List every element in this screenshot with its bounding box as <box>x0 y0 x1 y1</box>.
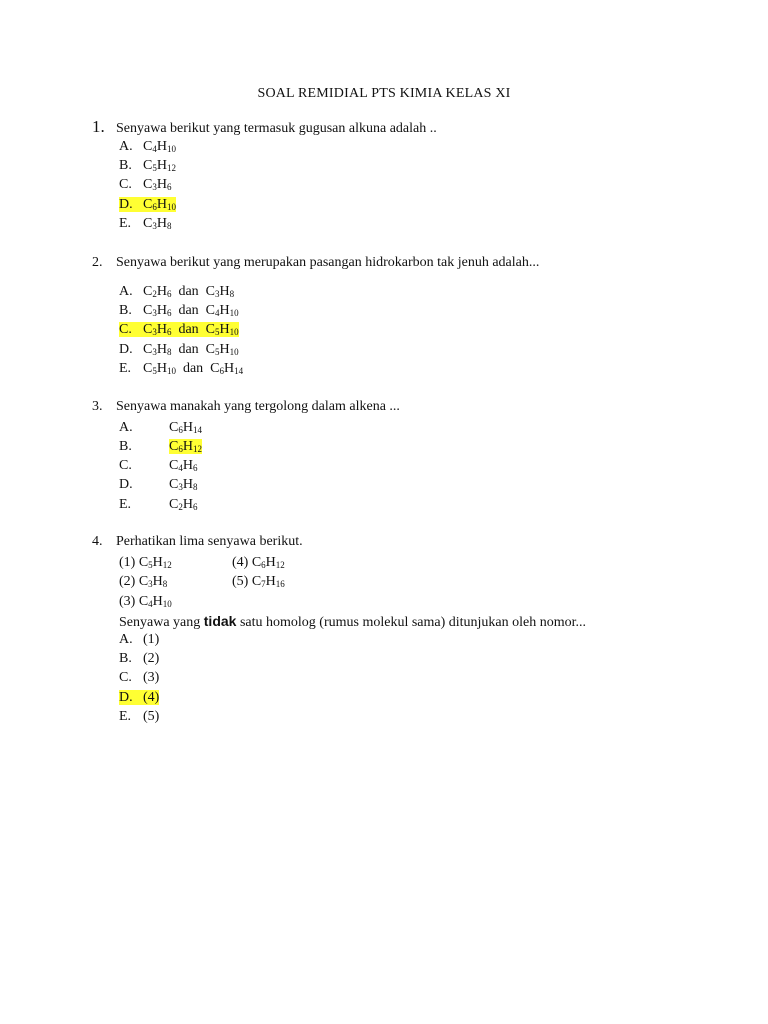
q1-option-a <box>119 138 176 156</box>
q2-option-b <box>119 302 239 320</box>
option-text: (1) <box>143 632 160 647</box>
stem-text: Senyawa yang <box>119 615 204 630</box>
compound-label: (5) <box>232 574 249 589</box>
question-text: Senyawa berikut yang merupakan pasangan hidrokarbon tak jenuh adalah... <box>116 255 540 270</box>
answer-highlight <box>119 690 159 705</box>
q1-option-b <box>119 157 176 175</box>
option-letter: E. <box>119 361 132 376</box>
option-letter: B. <box>119 439 132 454</box>
question-2 <box>92 255 539 271</box>
q3-option-d <box>119 476 197 494</box>
option-letter: A. <box>119 284 133 299</box>
option-letter: B. <box>119 158 132 173</box>
option-letter: C. <box>119 322 132 337</box>
option-formula: $C_6H_{14}$ <box>169 420 202 435</box>
answer-highlight <box>119 197 176 212</box>
option-letter: B. <box>119 303 132 318</box>
q3-option-e <box>119 496 197 514</box>
compound-label: (2) <box>119 574 136 589</box>
compound-formula: $C_3H_8$ <box>138 574 168 589</box>
q2-option-e <box>119 360 243 378</box>
q3-option-c <box>119 457 197 475</box>
stem-bold-text: tidak <box>203 613 237 629</box>
q2-option-a <box>119 283 234 301</box>
compound-5 <box>232 573 285 591</box>
q3-option-b <box>119 438 202 456</box>
question-number: 3. <box>92 399 103 414</box>
option-formula: $C_3H_8$ dan $C_5H_{10}$ <box>143 342 239 357</box>
compound-2 <box>119 573 167 591</box>
option-text: (2) <box>143 651 160 666</box>
option-letter: C. <box>119 458 132 473</box>
option-formula: $C_3H_6$ <box>143 177 172 192</box>
option-text: (3) <box>143 670 160 685</box>
option-formula: $C_3H_8$ <box>169 477 198 492</box>
q1-option-e <box>119 215 171 233</box>
answer-highlight <box>119 322 239 337</box>
option-formula: $C_3H_8$ <box>143 216 172 231</box>
option-formula: $C_5H_{12}$ <box>143 158 176 173</box>
compound-formula: $C_7H_{16}$ <box>251 574 285 589</box>
question-3 <box>92 399 400 415</box>
question-number: 2. <box>92 255 103 270</box>
option-text: (4) <box>143 690 160 705</box>
q2-option-c <box>119 321 239 339</box>
q4-option-c <box>119 669 159 687</box>
question-4-stem <box>119 612 586 632</box>
question-text: Perhatikan lima senyawa berikut. <box>116 534 303 549</box>
option-formula: $C_6H_{10}$ <box>143 197 176 212</box>
q1-option-d <box>119 196 176 214</box>
option-formula: $C_4H_{10}$ <box>143 139 176 154</box>
question-text: Senyawa berikut yang termasuk gugusan alkuna adalah .. <box>116 121 437 136</box>
q2-option-d <box>119 341 239 359</box>
option-formula: $C_3H_6$ dan $C_5H_{10}$ <box>143 322 239 337</box>
compound-4 <box>232 554 285 572</box>
option-formula: $C_2H_6$ <box>169 497 198 512</box>
option-formula: $C_6H_{12}$ <box>169 439 202 454</box>
compound-formula: $C_6H_{12}$ <box>251 555 285 570</box>
option-letter: D. <box>119 477 133 492</box>
option-formula: $C_5H_{10}$ dan $C_6H_{14}$ <box>143 361 244 376</box>
option-letter: D. <box>119 197 133 212</box>
question-number: 1. <box>92 117 105 136</box>
option-letter: A. <box>119 632 133 647</box>
question-4 <box>92 534 303 550</box>
option-letter: B. <box>119 651 132 666</box>
option-letter: C. <box>119 670 132 685</box>
q3-option-a <box>119 419 202 437</box>
q4-option-d <box>119 689 159 707</box>
compound-1 <box>119 554 172 572</box>
stem-text: satu homolog (rumus molekul sama) ditunjukan oleh nomor... <box>236 615 587 630</box>
option-letter: C. <box>119 177 132 192</box>
option-letter: A. <box>119 139 133 154</box>
q1-option-c <box>119 176 171 194</box>
question-1 <box>92 117 437 137</box>
compound-3 <box>119 593 172 611</box>
option-formula: $C_4H_6$ <box>169 458 198 473</box>
page-title: SOAL REMIDIAL PTS KIMIA KELAS XI <box>257 86 511 101</box>
option-letter: E. <box>119 709 132 724</box>
option-letter: D. <box>119 342 133 357</box>
option-letter: E. <box>119 497 132 512</box>
question-number: 4. <box>92 534 103 549</box>
compound-formula: $C_5H_{12}$ <box>138 555 172 570</box>
option-text: (5) <box>143 709 160 724</box>
option-formula: $C_3H_6$ dan $C_4H_{10}$ <box>143 303 239 318</box>
compound-formula: $C_4H_{10}$ <box>138 594 172 609</box>
option-letter: A. <box>119 420 133 435</box>
q4-option-e <box>119 708 159 726</box>
compound-label: (1) <box>119 555 136 570</box>
q4-option-b <box>119 650 159 668</box>
compound-label: (4) <box>232 555 249 570</box>
question-text: Senyawa manakah yang tergolong dalam alkena ... <box>116 399 400 414</box>
compound-label: (3) <box>119 594 136 609</box>
option-formula: $C_2H_6$ dan $C_3H_8$ <box>143 284 235 299</box>
option-letter: E. <box>119 216 132 231</box>
option-letter: D. <box>119 690 133 705</box>
q4-option-a <box>119 631 159 649</box>
